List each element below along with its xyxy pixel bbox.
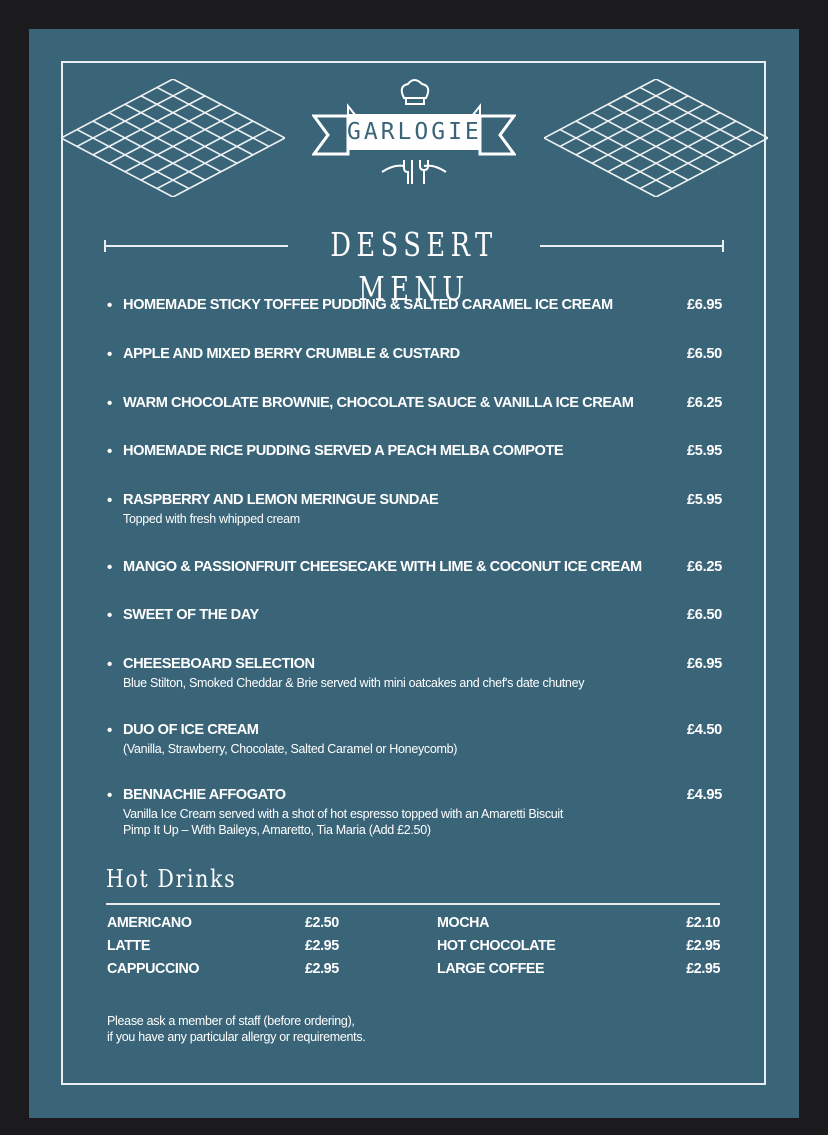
drink-name: LATTE — [107, 938, 150, 954]
title-rule-right — [540, 245, 724, 247]
dessert-name: DUO OF ICE CREAM — [123, 722, 259, 738]
dessert-description-line: Blue Stilton, Smoked Cheddar & Brie served with mini oatcakes and chef's date chutney — [123, 676, 585, 690]
bullet: • — [107, 443, 113, 460]
dessert-name: HOMEMADE RICE PUDDING SERVED A PEACH MELBA COMPOTE — [123, 443, 564, 459]
dessert-description-line: Pimp It Up – With Baileys, Amaretto, Tia Maria (Add £2.50) — [123, 823, 431, 837]
drink-name: AMERICANO — [107, 915, 192, 931]
allergy-note-line: Please ask a member of staff (before ordering), — [107, 1014, 355, 1028]
title-rule-left — [104, 245, 288, 247]
lattice-ornament-left — [61, 79, 285, 197]
brand-logo — [312, 76, 516, 194]
dessert-name: CHEESEBOARD SELECTION — [123, 656, 315, 672]
drink-price: £2.95 — [305, 961, 339, 977]
cutlery-icon — [404, 160, 428, 184]
bullet: • — [107, 559, 113, 576]
dessert-price: £4.50 — [686, 722, 722, 738]
drink-name: CAPPUCCINO — [107, 961, 200, 977]
dessert-name: MANGO & PASSIONFRUIT CHEESECAKE WITH LIME & COCONUT ICE CREAM — [123, 559, 642, 575]
dessert-description — [123, 806, 563, 838]
drink-price: £2.50 — [305, 915, 339, 931]
bullet: • — [107, 656, 113, 673]
drink-name: HOT CHOCOLATE — [437, 938, 556, 954]
dessert-description — [123, 511, 300, 527]
drink-price: £2.95 — [305, 938, 339, 954]
bullet: • — [107, 492, 113, 509]
drink-price: £2.95 — [686, 961, 720, 977]
dessert-price: £6.95 — [686, 656, 722, 672]
drink-price: £2.95 — [686, 938, 720, 954]
dessert-price: £6.50 — [686, 346, 722, 362]
allergy-note-line: if you have any particular allergy or requirements. — [107, 1030, 366, 1044]
dessert-name: BENNACHIE AFFOGATO — [123, 787, 286, 803]
menu-title: DESSERT MENU — [330, 225, 498, 308]
dessert-description — [123, 741, 457, 757]
brand-name: GARLOGIE — [347, 114, 481, 150]
dessert-name: APPLE AND MIXED BERRY CRUMBLE & CUSTARD — [123, 346, 460, 362]
drink-price: £2.10 — [686, 915, 720, 931]
bullet: • — [107, 722, 113, 739]
menu-card — [29, 29, 799, 1118]
bullet: • — [107, 297, 113, 314]
dessert-price: £6.25 — [686, 395, 722, 411]
bullet: • — [107, 346, 113, 363]
dessert-price: £6.25 — [686, 559, 722, 575]
drink-name: LARGE COFFEE — [437, 961, 545, 977]
bullet: • — [107, 607, 113, 624]
hot-drinks-rule — [106, 903, 720, 905]
dessert-description-line: Topped with fresh whipped cream — [123, 512, 300, 526]
dessert-name: HOMEMADE STICKY TOFFEE PUDDING & SALTED CARAMEL ICE CREAM — [123, 297, 613, 313]
dessert-price: £6.50 — [686, 607, 722, 623]
dessert-price: £6.95 — [686, 297, 722, 313]
bullet: • — [107, 787, 113, 804]
dessert-price: £4.95 — [686, 787, 722, 803]
dessert-description-line: Vanilla Ice Cream served with a shot of hot espresso topped with an Amaretti Biscuit — [123, 807, 564, 821]
dessert-name: SWEET OF THE DAY — [123, 607, 259, 623]
drink-name: MOCHA — [437, 915, 490, 931]
allergy-note — [107, 1013, 365, 1045]
hot-drinks-title: Hot Drinks — [106, 865, 237, 893]
dessert-price: £5.95 — [686, 492, 722, 508]
bullet: • — [107, 395, 113, 412]
dessert-description-line: (Vanilla, Strawberry, Chocolate, Salted Caramel or Honeycomb) — [123, 742, 458, 756]
dessert-price: £5.95 — [686, 443, 722, 459]
lattice-ornament-right — [544, 79, 768, 197]
dessert-description — [123, 675, 584, 691]
chef-hat-icon — [402, 80, 429, 104]
dessert-name: RASPBERRY AND LEMON MERINGUE SUNDAE — [123, 492, 439, 508]
dessert-name: WARM CHOCOLATE BROWNIE, CHOCOLATE SAUCE & VANILLA ICE CREAM — [123, 395, 634, 411]
